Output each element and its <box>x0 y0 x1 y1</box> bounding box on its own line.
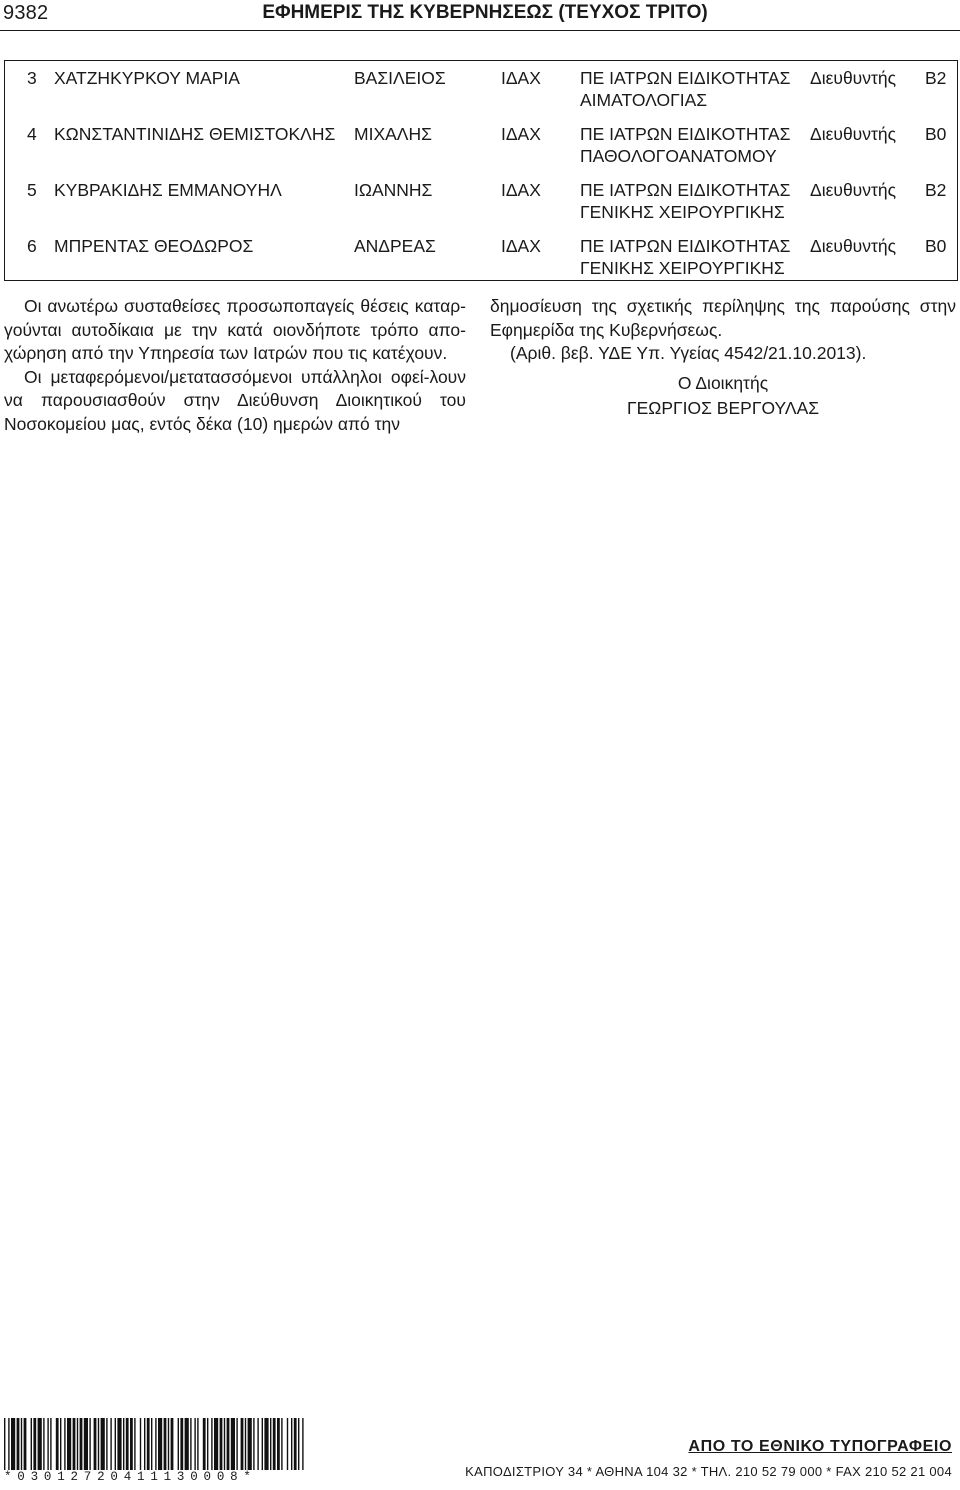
row-number: 5 <box>27 180 37 200</box>
barcode-bar <box>123 1418 124 1470</box>
row-number: 4 <box>27 124 37 144</box>
barcode-bar <box>164 1418 167 1470</box>
barcode-bar <box>147 1418 150 1470</box>
barcode-bar <box>281 1418 282 1470</box>
staff-table <box>4 60 958 281</box>
barcode-bar <box>302 1418 303 1470</box>
row-number: 6 <box>27 236 37 256</box>
barcode-bar <box>38 1418 42 1470</box>
barcode-bar <box>197 1418 198 1470</box>
father-name: ΜΙΧΑΛΗΣ <box>354 124 432 144</box>
barcode-bar <box>180 1418 183 1470</box>
barcode-bar <box>126 1418 129 1470</box>
barcode-bar <box>98 1418 99 1470</box>
grade: Β2 <box>925 180 947 200</box>
signature-title: Ο Διοικητής <box>677 372 769 393</box>
barcode-bar <box>130 1418 133 1470</box>
barcode-bar <box>220 1418 223 1470</box>
barcode-bar <box>31 1418 32 1470</box>
barcode-bar <box>211 1418 212 1470</box>
employment-status: ΙΔΑΧ <box>501 236 541 256</box>
barcode-bar <box>8 1418 9 1470</box>
barcode-bar <box>144 1418 145 1470</box>
barcode-bar <box>194 1418 195 1470</box>
barcode-bar <box>298 1418 299 1470</box>
barcode-bar <box>11 1418 15 1470</box>
barcode-bar <box>273 1418 276 1470</box>
employment-status: ΙΔΑΧ <box>501 180 541 200</box>
barcode-bar <box>134 1418 135 1470</box>
barcode-bar <box>287 1418 288 1470</box>
barcode-bar <box>294 1418 297 1470</box>
barcode-bar <box>236 1418 237 1470</box>
specialty-line-2: ΑΙΜΑΤΟΛΟΓΙΑΣ <box>580 90 708 110</box>
staff-name: ΧΑΤΖΗΚΥΡΚΟΥ ΜΑΡΙΑ <box>54 68 240 88</box>
barcode-bar <box>241 1418 244 1470</box>
table-row <box>5 173 959 225</box>
specialty <box>580 179 790 223</box>
barcode-bar <box>50 1418 51 1470</box>
barcode-bar <box>264 1418 268 1470</box>
header-rule <box>0 30 960 31</box>
barcode-bar <box>77 1418 78 1470</box>
barcode-bar <box>140 1418 141 1470</box>
barcode-bar <box>115 1418 116 1470</box>
barcode-bar <box>262 1418 263 1470</box>
barcode-bar <box>67 1418 71 1470</box>
page-number: 9382 <box>3 2 49 24</box>
page-header <box>0 0 960 30</box>
employment-status: ΙΔΑΧ <box>501 68 541 88</box>
barcode-bar <box>60 1418 61 1470</box>
barcode-bar <box>106 1418 107 1470</box>
grade: Β2 <box>925 68 947 88</box>
barcode-bar <box>4 1418 5 1470</box>
barcode-bar <box>101 1418 105 1470</box>
barcode-bar <box>151 1418 152 1470</box>
barcode-bar <box>56 1418 59 1470</box>
gazette-title: ΕΦΗΜΕΡΙΣ ΤΗΣ ΚΥΒΕΡΝΗΣΕΩΣ (ΤΕΥΧΟΣ ΤΡΙΤΟ) <box>262 2 708 23</box>
barcode-bar <box>185 1418 189 1470</box>
specialty-line-1: ΠΕ ΙΑΤΡΩΝ ΕΙΔΙΚΟΤΗΤΑΣ <box>580 180 791 200</box>
barcode-bar <box>257 1418 258 1470</box>
barcode-bar <box>117 1418 121 1470</box>
barcode-bar <box>227 1418 230 1470</box>
grade: Β0 <box>925 124 947 144</box>
barcode-bar <box>80 1418 83 1470</box>
barcode-bar <box>203 1418 206 1470</box>
table-row <box>5 117 959 169</box>
signature-name: ΓΕΩΡΓΙΟΣ ΒΕΡΓΟΥΛΑΣ <box>626 398 820 419</box>
paragraph-obligation: Οι μεταφερόμενοι/μετατασσόμενοι υπάλληλοι οφεί-λουν να παρουσιασθούν στην Διεύθυνση Διοικητικού του Νοσοκομείου μας, εντός δέκα (10) ημερών από την <box>4 366 466 434</box>
barcode-bar <box>21 1418 22 1470</box>
father-name: ΑΝΔΡΕΑΣ <box>354 236 436 256</box>
barcode-bar <box>168 1418 169 1470</box>
barcode-bar <box>73 1418 76 1470</box>
barcode-bar <box>248 1418 252 1470</box>
barcode-bar <box>245 1418 246 1470</box>
row-number: 3 <box>27 68 37 88</box>
printer-name: ΑΠΟ ΤΟ ΕΘΝΙΚΟ ΤΥΠΟΓΡΑΦΕΙΟ <box>688 1438 952 1455</box>
barcode-bar <box>64 1418 65 1470</box>
barcode-bar <box>214 1418 218 1470</box>
specialty-line-1: ΠΕ ΙΑΤΡΩΝ ΕΙΔΙΚΟΤΗΤΑΣ <box>580 124 791 144</box>
barcode-bar <box>171 1418 174 1470</box>
barcode-bar <box>158 1418 162 1470</box>
specialty-line-2: ΓΕΝΙΚΗΣ ΧΕΙΡΟΥΡΓΙΚΗΣ <box>580 258 785 278</box>
barcode-bar <box>224 1418 225 1470</box>
barcode-bar <box>89 1418 90 1470</box>
barcode-bar <box>47 1418 48 1470</box>
employment-status: ΙΔΑΧ <box>501 124 541 144</box>
page-footer <box>0 1418 960 1490</box>
barcode-bar <box>17 1418 20 1470</box>
position: Διευθυντής <box>810 68 897 88</box>
barcode-bar <box>270 1418 271 1470</box>
barcode-bar <box>253 1418 254 1470</box>
barcode-bar <box>277 1418 280 1470</box>
barcode-bar <box>84 1418 88 1470</box>
barcode-bar <box>291 1418 292 1470</box>
left-column <box>4 295 466 437</box>
barcode-bar <box>24 1418 27 1470</box>
barcode-bar <box>33 1418 36 1470</box>
position: Διευθυντής <box>810 124 897 144</box>
position: Διευθυντής <box>810 236 897 256</box>
specialty <box>580 123 790 167</box>
staff-name: ΚΩΝΣΤΑΝΤΙΝΙΔΗΣ ΘΕΜΙΣΤΟΚΛΗΣ <box>54 124 336 144</box>
specialty-line-2: ΠΑΘΟΛΟΓΟΑΝΑΤΟΜΟΥ <box>580 146 777 166</box>
table-row <box>5 229 959 281</box>
paragraph-reference: (Αριθ. βεβ. ΥΔΕ Υπ. Υγείας 4542/21.10.2013). <box>510 343 867 364</box>
specialty <box>580 235 790 279</box>
right-column <box>490 295 956 421</box>
specialty-line-1: ΠΕ ΙΑΤΡΩΝ ΕΙΔΙΚΟΤΗΤΑΣ <box>580 68 791 88</box>
barcode-digits: *03012720411130008* <box>4 1470 257 1484</box>
specialty <box>580 67 790 111</box>
barcode-bar <box>190 1418 191 1470</box>
table-row <box>5 61 959 113</box>
paragraph-abolition: Οι ανωτέρω συσταθείσες προσωποπαγείς θέσεις καταρ-γούνται αυτοδίκαια με την κατά οιονδήποτε τρόπο απο-χώρηση από την Υπηρεσία των Ιατρών που τις κατέχουν. <box>4 296 466 364</box>
printer-contact: ΚΑΠΟΔΙΣΤΡΙΟΥ 34 * ΑΘΗΝΑ 104 32 * ΤΗΛ. 210 52 79 000 * FAX 210 52 21 004 <box>465 1464 952 1479</box>
father-name: ΒΑΣΙΛΕΙΟΣ <box>354 68 446 88</box>
specialty-line-1: ΠΕ ΙΑΤΡΩΝ ΕΙΔΙΚΟΤΗΤΑΣ <box>580 236 791 256</box>
barcode-bar <box>110 1418 111 1470</box>
staff-name: ΚΥΒΡΑΚΙΔΗΣ ΕΜΜΑΝΟΥΗΛ <box>54 180 282 200</box>
barcode-bar <box>155 1418 156 1470</box>
staff-name: ΜΠΡΕΝΤΑΣ ΘΕΟΔΩΡΟΣ <box>54 236 254 256</box>
paragraph-publication: δημοσίευση της σχετικής περίληψης της παρούσης στην Εφημερίδα της Κυβερνήσεως. <box>490 296 956 340</box>
barcode-bar <box>178 1418 179 1470</box>
specialty-line-2: ΓΕΝΙΚΗΣ ΧΕΙΡΟΥΡΓΙΚΗΣ <box>580 202 785 222</box>
barcode <box>4 1418 304 1470</box>
barcode-bar <box>94 1418 97 1470</box>
grade: Β0 <box>925 236 947 256</box>
position: Διευθυντής <box>810 180 897 200</box>
father-name: ΙΩΑΝΝΗΣ <box>354 180 433 200</box>
barcode-bar <box>207 1418 208 1470</box>
barcode-bar <box>43 1418 44 1470</box>
barcode-bar <box>231 1418 235 1470</box>
